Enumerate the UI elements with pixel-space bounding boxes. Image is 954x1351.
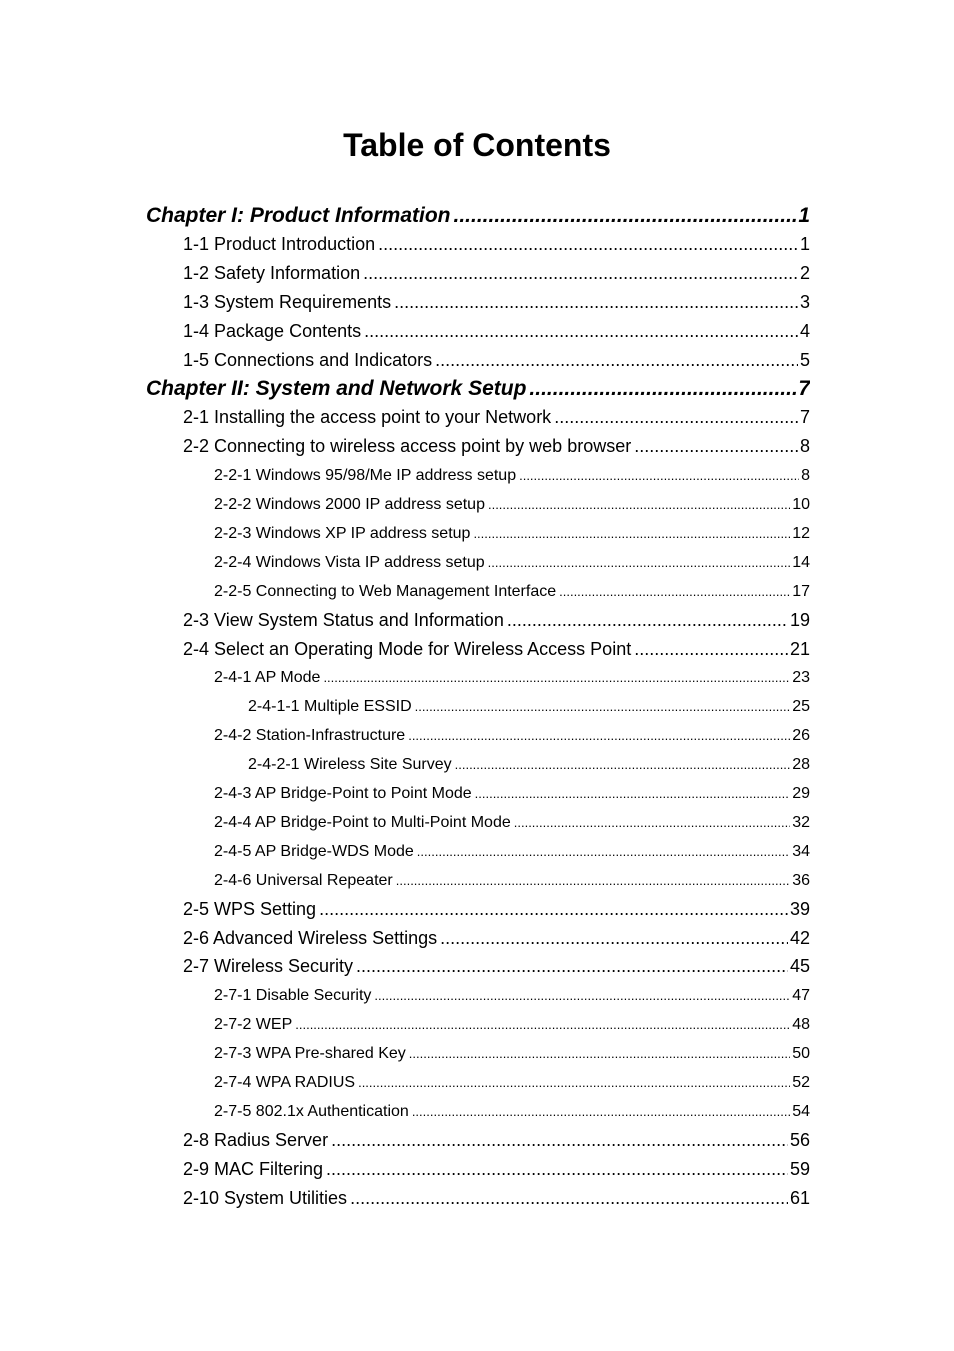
dot-leader xyxy=(529,374,796,403)
toc-entry[interactable] xyxy=(214,577,810,606)
toc-entry-label: Chapter I: Product Information xyxy=(146,204,451,227)
toc-chapter-entry[interactable] xyxy=(146,201,810,230)
toc-entry-label: 2-2-2 Windows 2000 IP address setup xyxy=(214,496,485,513)
dot-leader xyxy=(473,519,790,548)
page-title: Table of Contents xyxy=(343,127,611,163)
dot-leader xyxy=(634,432,798,461)
toc-entry-page-number: 45 xyxy=(789,956,810,977)
toc-entry[interactable] xyxy=(214,721,810,750)
dot-leader xyxy=(326,1155,788,1184)
toc-entry-label: 2-7-2 WEP xyxy=(214,1016,293,1034)
dot-leader xyxy=(454,201,797,230)
dot-leader xyxy=(364,317,798,346)
toc-entry[interactable] xyxy=(183,432,810,461)
toc-entry-label: 1-1 Product Introduction xyxy=(183,233,376,254)
toc-entry-page-number: 52 xyxy=(792,1074,810,1091)
toc-entry-page-number: 32 xyxy=(792,813,810,831)
dot-leader xyxy=(634,635,788,664)
toc-entry-label: 2-4-1-1 Multiple ESSID xyxy=(248,698,412,716)
toc-entry-label: 2-7-1 Disable Security xyxy=(214,987,372,1005)
toc-entry-label: 2-2-1 Windows 95/98/Me IP address setup xyxy=(214,467,517,485)
dot-leader xyxy=(488,490,790,519)
dot-leader xyxy=(394,288,798,317)
toc-entry[interactable] xyxy=(214,490,810,519)
toc-entry[interactable] xyxy=(183,952,810,981)
toc-entry[interactable] xyxy=(214,1010,810,1039)
toc-entry-label: 2-10 System Utilities xyxy=(183,1187,348,1208)
toc-entry[interactable] xyxy=(183,346,810,375)
toc-entry-label: 2-4-3 AP Bridge-Point to Point Mode xyxy=(214,785,472,802)
toc-entry-page-number: 8 xyxy=(801,467,810,485)
toc-entry[interactable] xyxy=(214,1068,810,1097)
toc-entry[interactable] xyxy=(214,808,810,837)
dot-leader xyxy=(331,1126,788,1155)
toc-entry-page-number: 36 xyxy=(792,871,810,889)
toc-entry[interactable] xyxy=(183,635,810,664)
dot-leader xyxy=(323,663,790,692)
toc-entry[interactable] xyxy=(214,866,810,895)
toc-entry-label: 2-4-5 AP Bridge-WDS Mode xyxy=(214,842,414,860)
toc-entry-page-number: 42 xyxy=(789,927,810,948)
dot-leader xyxy=(507,606,788,635)
toc-entry[interactable] xyxy=(183,403,810,432)
toc-entry-label: 2-4-2 Station-Infrastructure xyxy=(214,727,406,745)
toc-entry-page-number: 29 xyxy=(792,785,810,802)
toc-entry-page-number: 21 xyxy=(789,638,810,659)
toc-entry-page-number: 8 xyxy=(799,436,810,457)
toc-entry-page-number: 17 xyxy=(792,582,810,600)
toc-entry-page-number: 50 xyxy=(792,1045,810,1063)
toc-entry-page-number: 28 xyxy=(792,756,810,774)
dot-leader xyxy=(415,692,791,721)
toc-entry[interactable] xyxy=(248,750,810,779)
toc-entry-page-number: 7 xyxy=(799,407,810,428)
toc-entry-page-number: 5 xyxy=(799,349,810,370)
toc-entry-label: 1-4 Package Contents xyxy=(183,320,362,341)
toc-entry[interactable] xyxy=(183,1126,810,1155)
toc-entry[interactable] xyxy=(183,1155,810,1184)
dot-leader xyxy=(475,779,791,808)
dot-leader xyxy=(356,952,788,981)
toc-entry[interactable] xyxy=(183,317,810,346)
toc-entry-label: 1-2 Safety Information xyxy=(183,262,361,283)
toc-entry[interactable] xyxy=(214,663,810,692)
toc-entry-page-number: 61 xyxy=(789,1187,810,1208)
toc-chapter-entry[interactable] xyxy=(146,374,810,403)
toc-entry-label: 2-2-4 Windows Vista IP address setup xyxy=(214,553,485,571)
toc-entry[interactable] xyxy=(183,606,810,635)
toc-entry[interactable] xyxy=(214,981,810,1010)
toc-entry-page-number: 47 xyxy=(792,987,810,1005)
toc-entry[interactable] xyxy=(183,230,810,259)
toc-entry[interactable] xyxy=(214,779,810,808)
toc-entry[interactable] xyxy=(214,1039,810,1068)
toc-entry-page-number: 48 xyxy=(792,1016,810,1034)
toc-entry-label: 1-5 Connections and Indicators xyxy=(183,349,433,370)
toc-entry-label: 2-7-4 WPA RADIUS xyxy=(214,1074,356,1091)
toc-entry-label: 2-2 Connecting to wireless access point by web browser xyxy=(183,436,632,457)
toc-entry[interactable] xyxy=(183,288,810,317)
toc-entry-label: 2-7 Wireless Security xyxy=(183,956,354,977)
toc-entry-page-number: 3 xyxy=(799,291,810,312)
toc-entry[interactable] xyxy=(183,259,810,288)
toc-entry-page-number: 14 xyxy=(792,553,810,571)
toc-entry-page-number: 59 xyxy=(789,1158,810,1179)
toc-entry-label: 2-4-4 AP Bridge-Point to Multi-Point Mode xyxy=(214,813,511,831)
dot-leader xyxy=(378,230,798,259)
toc-entry[interactable] xyxy=(214,461,810,490)
toc-entry-page-number: 7 xyxy=(798,377,810,401)
toc-entry-label: 2-4-6 Universal Repeater xyxy=(214,871,393,889)
dot-leader xyxy=(559,577,790,606)
toc-entry-page-number: 1 xyxy=(798,204,810,227)
toc-entry-page-number: 12 xyxy=(792,524,810,542)
toc-entry-page-number: 25 xyxy=(792,698,810,716)
toc-entry[interactable] xyxy=(248,692,810,721)
toc-entry-label: 2-4 Select an Operating Mode for Wireless Access Point xyxy=(183,638,632,659)
toc-entry[interactable] xyxy=(214,519,810,548)
dot-leader xyxy=(417,837,790,866)
toc-entry[interactable] xyxy=(183,895,810,924)
toc-entry-label: 2-8 Radius Server xyxy=(183,1129,329,1150)
toc-entry-label: 2-7-5 802.1x Authentication xyxy=(214,1102,409,1120)
dot-leader xyxy=(295,1010,790,1039)
dot-leader xyxy=(435,346,798,375)
toc-entry-label: 2-4-2-1 Wireless Site Survey xyxy=(248,756,452,774)
toc-entry[interactable] xyxy=(214,1097,810,1126)
dot-leader xyxy=(319,895,788,924)
dot-leader xyxy=(350,1184,788,1213)
dot-leader xyxy=(519,461,799,490)
toc-entry-page-number: 34 xyxy=(792,842,810,860)
toc-entry-label: 2-6 Advanced Wireless Settings xyxy=(183,927,438,948)
toc-entry-label: 2-9 MAC Filtering xyxy=(183,1158,324,1179)
toc-entry[interactable] xyxy=(183,1184,810,1213)
toc-entry-page-number: 10 xyxy=(792,496,810,513)
dot-leader xyxy=(440,924,788,953)
dot-leader xyxy=(374,981,790,1010)
dot-leader xyxy=(409,1039,790,1068)
toc-entry-page-number: 54 xyxy=(792,1102,810,1120)
dot-leader xyxy=(412,1097,790,1126)
dot-leader xyxy=(554,403,798,432)
toc-entry-label: 2-1 Installing the access point to your Network xyxy=(183,407,552,428)
dot-leader xyxy=(488,548,791,577)
toc-entry-label: 1-3 System Requirements xyxy=(183,291,392,312)
toc-entry[interactable] xyxy=(183,924,810,953)
toc-entry-page-number: 26 xyxy=(792,727,810,745)
toc-entry-page-number: 2 xyxy=(799,262,810,283)
toc-entry-page-number: 23 xyxy=(792,669,810,687)
dot-leader xyxy=(396,866,790,895)
toc-entry-page-number: 39 xyxy=(789,898,810,919)
dot-leader xyxy=(358,1068,790,1097)
dot-leader xyxy=(514,808,790,837)
toc-entry-label: 2-2-3 Windows XP IP address setup xyxy=(214,524,471,542)
toc-entry[interactable] xyxy=(214,548,810,577)
toc-entry-label: 2-3 View System Status and Information xyxy=(183,609,504,630)
dot-leader xyxy=(408,721,790,750)
dot-leader xyxy=(455,750,791,779)
toc-entry-label: 2-2-5 Connecting to Web Management Interface xyxy=(214,582,557,600)
toc-entry-page-number: 56 xyxy=(789,1129,810,1150)
toc-entry-page-number: 1 xyxy=(799,233,810,254)
toc-entry-page-number: 4 xyxy=(799,320,810,341)
dot-leader xyxy=(363,259,798,288)
toc-entry-label: 2-7-3 WPA Pre-shared Key xyxy=(214,1045,406,1063)
toc-entry-label: Chapter II: System and Network Setup xyxy=(146,377,527,401)
toc-entry[interactable] xyxy=(214,837,810,866)
toc-entry-label: 2-5 WPS Setting xyxy=(183,898,317,919)
toc-entry-label: 2-4-1 AP Mode xyxy=(214,669,321,687)
toc-entry-page-number: 19 xyxy=(789,609,810,630)
